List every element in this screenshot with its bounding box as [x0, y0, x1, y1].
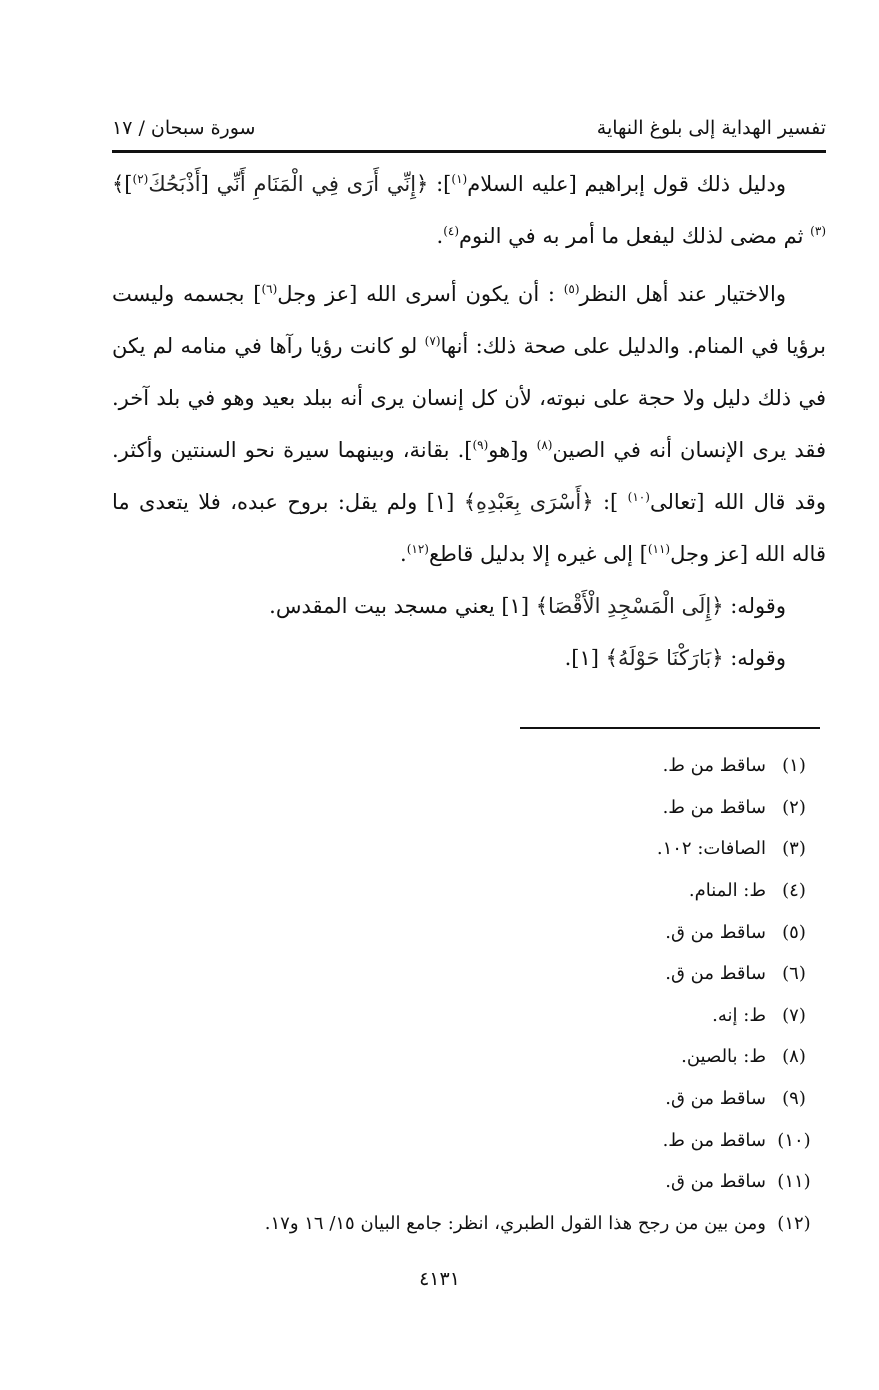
- footnote-item: [180, 1036, 820, 1078]
- text-run: ثم مضى لذلك ليفعل ما أمر به في النوم: [459, 224, 811, 248]
- paragraph-3: [112, 580, 826, 632]
- footnote-ref[interactable]: (١٢): [406, 542, 429, 556]
- quran-quote: إِنِّي أَرَى فِي الْمَنَامِ أَنِّي: [216, 172, 417, 196]
- paragraph-2: [112, 268, 826, 580]
- footnote-ref[interactable]: (٥): [563, 282, 580, 296]
- footnote-text: ط: المنام.: [688, 880, 766, 902]
- paragraph-1: [112, 158, 826, 262]
- book-title: تفسير الهداية إلى بلوغ النهاية: [596, 117, 826, 139]
- text-run: ]. بقانة، وبينهما سيرة نحو السنتين وأكثر. وقد قال الله [تعالى: [112, 438, 826, 514]
- surah-label: سورة سبحان / ١٧: [112, 117, 256, 139]
- footnote-text: ساقط من ق.: [665, 963, 766, 985]
- footnote-item: [180, 787, 820, 829]
- footnote-item: [180, 1078, 820, 1120]
- text-run: : أن يكون أسرى الله [: [349, 282, 564, 306]
- text-run: .: [436, 224, 444, 248]
- footnote-number: (٥): [782, 921, 806, 943]
- paragraph-4: [112, 632, 826, 684]
- footnote-text: ط: إنه.: [712, 1004, 766, 1026]
- honorific: عز وجل: [670, 542, 740, 566]
- text-run: و[هو: [488, 438, 537, 462]
- footnote-item: [180, 953, 820, 995]
- footnote-ref[interactable]: (٣): [810, 224, 826, 238]
- text-run: ﴾ [١] يعني مسجد بيت المقدس.: [269, 594, 549, 618]
- footnote-ref[interactable]: (١١): [647, 542, 671, 556]
- footnote-item: [180, 911, 820, 953]
- footnote-number: (١): [782, 755, 806, 777]
- footnote-number: (٣): [782, 838, 806, 860]
- quran-quote: بَارَكْنَا حَوْلَهُ: [617, 646, 712, 670]
- footnote-text: ساقط من ط.: [662, 1129, 766, 1151]
- text-run: لو كانت رؤيا رآها في منامه لم يكن في ذلك دليل ولا حجة على نبوته، لأن كل إنسان يرى أنه ببلد بعيد وهو في بلد آخر. فقد يرى الإنسان أنه في الصين: [112, 334, 827, 462]
- footnote-number: (١٠): [777, 1129, 811, 1151]
- footnote-item: [180, 745, 820, 787]
- footnote-text: ومن بين من رجح هذا القول الطبري، انظر: جامع البيان ١٥/ ١٦ و١٧.: [264, 1212, 766, 1234]
- footnote-text: ط: بالصين.: [681, 1046, 766, 1068]
- footnote-number: (٨): [782, 1046, 806, 1068]
- footnote-text: ساقط من ق.: [665, 1171, 766, 1193]
- footnote-number: (٩): [782, 1088, 806, 1110]
- header-divider: [112, 150, 826, 153]
- footnote-ref[interactable]: (٧): [424, 334, 441, 348]
- footnote-number: (١٢): [777, 1212, 811, 1234]
- footnote-ref[interactable]: (٩): [472, 438, 489, 452]
- footnote-text: ساقط من ق.: [665, 1088, 766, 1110]
- footnote-divider: [520, 727, 820, 729]
- text-run: ودليل ذلك قول إبراهيم [: [568, 172, 786, 196]
- footnote-item: [180, 1161, 820, 1203]
- footnote-ref[interactable]: (٦): [261, 282, 278, 296]
- quran-quote: أَسْرَى بِعَبْدِهِ: [476, 490, 582, 514]
- footnote-ref[interactable]: (١): [451, 172, 468, 186]
- footnote-number: (١١): [777, 1171, 811, 1193]
- quran-quote: إِلَى الْمَسْجِدِ الْأَقْصَا: [548, 594, 712, 618]
- footnote-ref[interactable]: (٤): [443, 224, 460, 238]
- main-text: [112, 158, 826, 684]
- text-run: ]: ﴿: [581, 490, 628, 514]
- footnote-text: ساقط من ق.: [665, 921, 766, 943]
- page-number: ٤١٣١: [419, 1268, 460, 1290]
- footnote-text: الصافات: ١٠٢.: [656, 838, 766, 860]
- text-run: ] إلى غيره إلا بدليل قاطع: [428, 542, 648, 566]
- text-run: ]﴾: [112, 172, 133, 196]
- honorific: عز وجل: [277, 282, 350, 306]
- text-run: ] بجسمه وليست برؤيا في المنام. والدليل على صحة ذلك: أنها: [112, 282, 826, 358]
- footnote-item: [180, 995, 820, 1037]
- text-run: ]: ﴿: [416, 172, 452, 196]
- footnotes-list: [180, 745, 820, 1244]
- text-run: .: [400, 542, 407, 566]
- running-header: [112, 108, 826, 148]
- footnote-item: [180, 828, 820, 870]
- text-run: [: [200, 172, 217, 196]
- footnote-number: (٢): [782, 796, 806, 818]
- footnote-item: [180, 1203, 820, 1245]
- footnote-ref[interactable]: (٨): [536, 438, 553, 452]
- footnote-number: (٤): [782, 880, 806, 902]
- footnote-text: ساقط من ط.: [662, 755, 766, 777]
- footnote-text: ساقط من ط.: [662, 796, 766, 818]
- text-run: وقوله: ﴿: [711, 594, 786, 618]
- footnote-number: (٦): [782, 963, 806, 985]
- honorific: عليه السلام: [467, 172, 569, 196]
- text-run: والاختيار عند أهل النظر: [579, 282, 786, 306]
- footnote-item: [180, 870, 820, 912]
- quran-quote: أَذْبَحُكَ: [148, 172, 201, 196]
- footnote-item: [180, 1119, 820, 1161]
- footnote-ref[interactable]: (٢): [132, 172, 149, 186]
- footnote-number: (٧): [782, 1004, 806, 1026]
- text-run: ﴾ [١].: [564, 646, 618, 670]
- footnote-ref[interactable]: (١٠): [627, 490, 650, 504]
- text-run: وقوله: ﴿: [711, 646, 786, 670]
- text-run: ﴾ [١] ولم يقل: بروح عبده، فلا يتعدى ما قاله الله [: [112, 490, 826, 566]
